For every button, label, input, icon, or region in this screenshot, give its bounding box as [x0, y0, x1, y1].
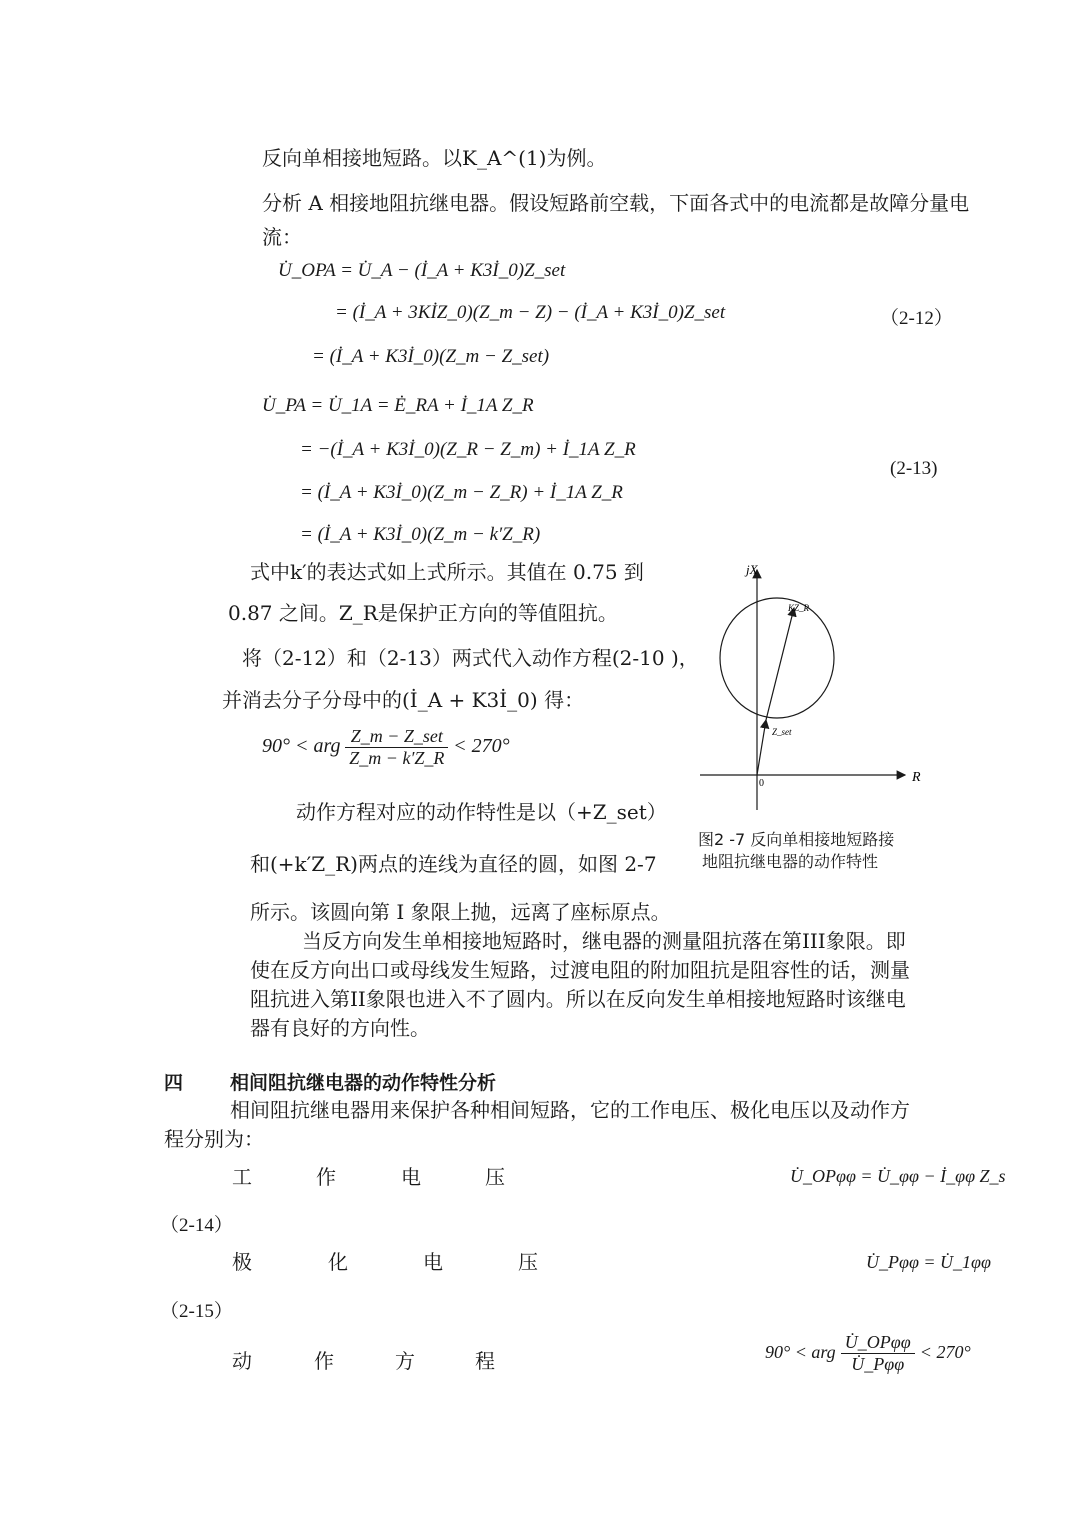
- eq-2-12-line-2: = (İ_A + 3KİZ_0)(Z_m − Z) − (İ_A + K3İ_0)Z_set: [335, 302, 726, 323]
- intro-p2-text: 分析 A 相接地阻抗继电器。假设短路前空载，下面各式中的电流都是故障分量电流：: [262, 191, 970, 249]
- row3-char-4: 程: [475, 1349, 495, 1373]
- body-line-7: 所示。该圆向第 I 象限上抛，远离了座标原点。: [250, 900, 671, 924]
- row1-char-4: 压: [485, 1165, 505, 1189]
- operating-circle: [720, 598, 834, 718]
- body-line-6: 和(+k′Z_R)两点的连线为直径的圆，如图 2-7: [250, 852, 657, 876]
- body-line-2: 0.87 之间。Z_R是保护正方向的等值阻抗。: [228, 601, 618, 625]
- row3-fraction: [841, 1332, 915, 1375]
- row1-number: （2-14）: [160, 1215, 233, 1236]
- section-4-title: 相间阻抗继电器的动作特性分析: [230, 1072, 497, 1094]
- row1-char-3: 电: [401, 1165, 421, 1189]
- eq-2-12-number: （2-12）: [880, 308, 953, 329]
- row3-char-3: 方: [395, 1349, 415, 1373]
- kzr-vector: [766, 608, 794, 720]
- criterion-equation: [262, 726, 510, 769]
- section-4-number: 四: [164, 1072, 184, 1094]
- row1-char-1: 工: [232, 1165, 252, 1189]
- section-4-p1: 相间阻抗继电器用来保护各种相间短路，它的工作电压、极化电压以及动作方: [230, 1098, 910, 1122]
- section-4-p2: 程分别为：: [164, 1127, 264, 1151]
- eq-2-12-line-1: U̇_OPA = U̇_A − (İ_A + K3İ_0)Z_set: [278, 260, 566, 281]
- axis-x-label: R: [912, 770, 921, 785]
- body-line-4: 并消去分子分母中的(İ_A + K3İ_0) 得：: [222, 688, 585, 712]
- criterion-right: < 270°: [453, 734, 510, 757]
- row1-equation: U̇_OPφφ = U̇_φφ − İ_φφ Z_s: [790, 1166, 1006, 1186]
- row2-char-1: 极: [232, 1250, 252, 1274]
- intro-line-1: 反向单相接地短路。以K_A^(1)为例。: [262, 146, 607, 170]
- criterion-numerator: Z_m − Z_set: [345, 726, 448, 748]
- criterion-fraction: [345, 726, 448, 769]
- body-line-5: 动作方程对应的动作特性是以（+Z_set）: [296, 800, 667, 824]
- figure-2-7-diagram: [690, 560, 940, 820]
- eq-2-12-line-3: = (İ_A + K3İ_0)(Z_m − Z_set): [312, 346, 550, 367]
- criterion-denominator: Z_m − k′Z_R: [349, 748, 445, 768]
- row3-char-1: 动: [232, 1349, 252, 1373]
- body-line-8: 当反方向发生单相接地短路时，继电器的测量阻抗落在第III象限。即: [302, 929, 906, 953]
- body-line-11: 器有良好的方向性。: [250, 1016, 430, 1040]
- row2-char-4: 压: [518, 1250, 538, 1274]
- origin-label: 0: [759, 778, 764, 789]
- row1-char-2: 作: [316, 1165, 336, 1189]
- eq-2-13-line-3: = (İ_A + K3İ_0)(Z_m − Z_R) + İ_1A Z_R: [300, 482, 623, 503]
- body-line-3: 将（2-12）和（2-13）两式代入动作方程(2-10 )，: [242, 646, 699, 670]
- criterion-left: 90° < arg: [262, 734, 341, 757]
- axis-y-label: jX: [746, 562, 758, 577]
- row3-right: < 270°: [919, 1342, 971, 1362]
- row2-char-2: 化: [328, 1250, 348, 1274]
- row2-equation: U̇_Pφφ = U̇_1φφ: [866, 1252, 991, 1272]
- body-line-1: 式中k′的表达式如上式所示。其值在 0.75 到: [250, 560, 644, 584]
- eq-2-13-number: (2-13): [890, 458, 938, 479]
- figure-caption-1: 图2 -7 反向单相接地短路接: [698, 830, 895, 849]
- body-line-9: 使在反方向出口或母线发生短路，过渡电阻的附加阻抗是阻容性的话，测量: [250, 958, 910, 982]
- figure-caption-2: 地阻抗继电器的动作特性: [702, 852, 879, 871]
- row3-denominator: U̇_Pφφ: [851, 1354, 905, 1374]
- eq-2-13-line-2: = −(İ_A + K3İ_0)(Z_R − Z_m) + İ_1A Z_R: [300, 439, 636, 460]
- row3-numerator: U̇_OPφφ: [841, 1332, 915, 1354]
- body-line-10: 阻抗进入第II象限也进入不了圆内。所以在反向发生单相接地短路时该继电: [250, 987, 906, 1011]
- kzr-label: KZ_R: [788, 603, 810, 613]
- row3-equation: [765, 1332, 971, 1375]
- row3-char-2: 作: [314, 1349, 334, 1373]
- row2-char-3: 电: [423, 1250, 443, 1274]
- eq-2-13-line-1: U̇_PA = U̇_1A = Ė_RA + İ_1A Z_R: [262, 395, 534, 416]
- zset-vector: [757, 720, 766, 775]
- zset-label: Z_set: [772, 727, 792, 737]
- eq-2-13-line-4: = (İ_A + K3İ_0)(Z_m − k′Z_R): [300, 524, 541, 545]
- row2-number: （2-15）: [160, 1301, 233, 1322]
- row3-left: 90° < arg: [765, 1342, 836, 1362]
